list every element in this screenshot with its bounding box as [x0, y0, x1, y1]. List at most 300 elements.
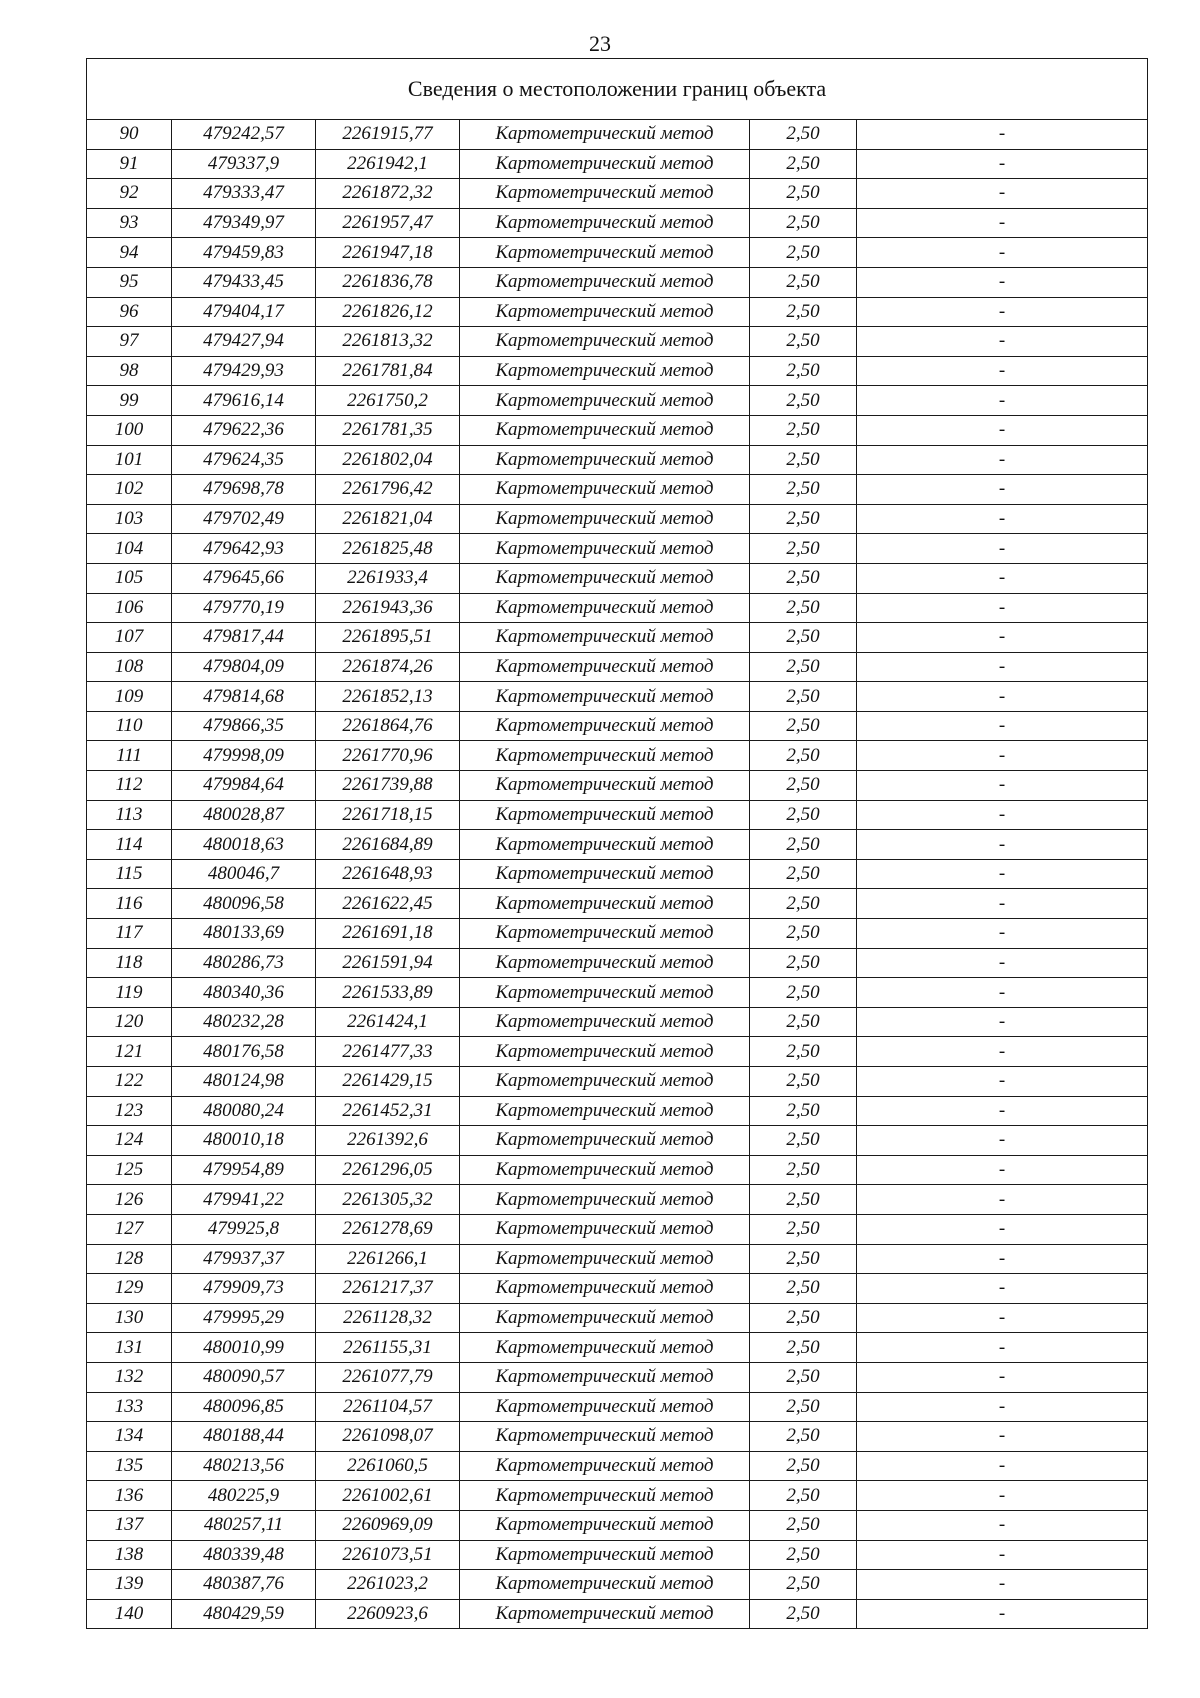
- cell-method: Картометрический метод: [460, 1126, 750, 1156]
- table-row: [87, 1392, 1148, 1422]
- cell-point-number: 138: [87, 1540, 172, 1570]
- cell-description: -: [857, 830, 1148, 860]
- cell-method: Картометрический метод: [460, 1451, 750, 1481]
- cell-description: -: [857, 1244, 1148, 1274]
- cell-method: Картометрический метод: [460, 238, 750, 268]
- cell-accuracy: 2,50: [750, 149, 857, 179]
- cell-coord-x: 479242,57: [172, 120, 316, 150]
- cell-coord-y: 2261060,5: [316, 1451, 460, 1481]
- cell-point-number: 130: [87, 1303, 172, 1333]
- table-row: [87, 1067, 1148, 1097]
- table-row: [87, 1570, 1148, 1600]
- cell-coord-y: 2261739,88: [316, 771, 460, 801]
- table-row: [87, 1422, 1148, 1452]
- cell-coord-y: 2261821,04: [316, 504, 460, 534]
- table-row: [87, 1362, 1148, 1392]
- cell-coord-y: 2261957,47: [316, 208, 460, 238]
- cell-coord-x: 480046,7: [172, 859, 316, 889]
- cell-method: Картометрический метод: [460, 1155, 750, 1185]
- table-row: [87, 919, 1148, 949]
- cell-point-number: 112: [87, 771, 172, 801]
- cell-method: Картометрический метод: [460, 297, 750, 327]
- cell-method: Картометрический метод: [460, 356, 750, 386]
- cell-point-number: 102: [87, 475, 172, 505]
- cell-description: -: [857, 534, 1148, 564]
- cell-description: -: [857, 504, 1148, 534]
- cell-point-number: 97: [87, 327, 172, 357]
- cell-accuracy: 2,50: [750, 919, 857, 949]
- cell-coord-y: 2261217,37: [316, 1274, 460, 1304]
- cell-accuracy: 2,50: [750, 652, 857, 682]
- cell-coord-x: 479337,9: [172, 149, 316, 179]
- cell-method: Картометрический метод: [460, 1274, 750, 1304]
- cell-description: -: [857, 1126, 1148, 1156]
- cell-method: Картометрический метод: [460, 771, 750, 801]
- cell-accuracy: 2,50: [750, 1451, 857, 1481]
- cell-coord-y: 2261305,32: [316, 1185, 460, 1215]
- cell-point-number: 122: [87, 1067, 172, 1097]
- cell-coord-x: 480225,9: [172, 1481, 316, 1511]
- table-row: [87, 682, 1148, 712]
- cell-method: Картометрический метод: [460, 682, 750, 712]
- cell-coord-x: 479954,89: [172, 1155, 316, 1185]
- cell-accuracy: 2,50: [750, 1007, 857, 1037]
- cell-description: -: [857, 800, 1148, 830]
- cell-accuracy: 2,50: [750, 1422, 857, 1452]
- table-row: [87, 149, 1148, 179]
- cell-coord-x: 479645,66: [172, 563, 316, 593]
- cell-method: Картометрический метод: [460, 1599, 750, 1629]
- table-row: [87, 297, 1148, 327]
- cell-coord-x: 480188,44: [172, 1422, 316, 1452]
- cell-point-number: 95: [87, 267, 172, 297]
- cell-accuracy: 2,50: [750, 1155, 857, 1185]
- cell-method: Картометрический метод: [460, 859, 750, 889]
- cell-coord-x: 479770,19: [172, 593, 316, 623]
- cell-coord-y: 2261750,2: [316, 386, 460, 416]
- cell-accuracy: 2,50: [750, 1392, 857, 1422]
- cell-description: -: [857, 563, 1148, 593]
- cell-method: Картометрический метод: [460, 534, 750, 564]
- cell-coord-x: 480096,85: [172, 1392, 316, 1422]
- cell-description: -: [857, 1067, 1148, 1097]
- table-row: [87, 386, 1148, 416]
- cell-coord-x: 479616,14: [172, 386, 316, 416]
- cell-coord-x: 479622,36: [172, 415, 316, 445]
- cell-description: -: [857, 978, 1148, 1008]
- cell-accuracy: 2,50: [750, 1599, 857, 1629]
- cell-accuracy: 2,50: [750, 859, 857, 889]
- cell-method: Картометрический метод: [460, 1214, 750, 1244]
- cell-description: -: [857, 1303, 1148, 1333]
- cell-coord-y: 2261073,51: [316, 1540, 460, 1570]
- cell-point-number: 91: [87, 149, 172, 179]
- cell-accuracy: 2,50: [750, 120, 857, 150]
- cell-accuracy: 2,50: [750, 889, 857, 919]
- cell-accuracy: 2,50: [750, 771, 857, 801]
- cell-method: Картометрический метод: [460, 179, 750, 209]
- cell-point-number: 111: [87, 741, 172, 771]
- cell-method: Картометрический метод: [460, 830, 750, 860]
- cell-coord-x: 479459,83: [172, 238, 316, 268]
- cell-method: Картометрический метод: [460, 948, 750, 978]
- cell-description: -: [857, 1510, 1148, 1540]
- cell-accuracy: 2,50: [750, 1570, 857, 1600]
- cell-coord-x: 479702,49: [172, 504, 316, 534]
- cell-coord-y: 2261266,1: [316, 1244, 460, 1274]
- cell-coord-y: 2261947,18: [316, 238, 460, 268]
- cell-point-number: 116: [87, 889, 172, 919]
- cell-coord-x: 480096,58: [172, 889, 316, 919]
- cell-description: -: [857, 179, 1148, 209]
- cell-method: Картометрический метод: [460, 1540, 750, 1570]
- table-row: [87, 948, 1148, 978]
- page-number: 23: [589, 31, 611, 56]
- cell-coord-y: 2261874,26: [316, 652, 460, 682]
- cell-coord-y: 2261813,32: [316, 327, 460, 357]
- cell-method: Картометрический метод: [460, 1007, 750, 1037]
- cell-point-number: 103: [87, 504, 172, 534]
- cell-description: -: [857, 623, 1148, 653]
- cell-coord-y: 2261852,13: [316, 682, 460, 712]
- cell-accuracy: 2,50: [750, 1096, 857, 1126]
- table-row: [87, 534, 1148, 564]
- cell-description: -: [857, 919, 1148, 949]
- table-row: [87, 1126, 1148, 1156]
- cell-coord-y: 2261098,07: [316, 1422, 460, 1452]
- cell-coord-x: 479333,47: [172, 179, 316, 209]
- cell-description: -: [857, 208, 1148, 238]
- cell-accuracy: 2,50: [750, 1244, 857, 1274]
- cell-accuracy: 2,50: [750, 1274, 857, 1304]
- cell-method: Картометрический метод: [460, 1037, 750, 1067]
- cell-coord-y: 2261392,6: [316, 1126, 460, 1156]
- cell-method: Картометрический метод: [460, 149, 750, 179]
- table-row: [87, 889, 1148, 919]
- cell-coord-y: 2260923,6: [316, 1599, 460, 1629]
- cell-coord-x: 480133,69: [172, 919, 316, 949]
- cell-description: -: [857, 1007, 1148, 1037]
- cell-coord-y: 2261278,69: [316, 1214, 460, 1244]
- cell-method: Картометрический метод: [460, 1067, 750, 1097]
- table-row: [87, 1274, 1148, 1304]
- cell-description: -: [857, 1185, 1148, 1215]
- table-row: [87, 179, 1148, 209]
- cell-method: Картометрический метод: [460, 208, 750, 238]
- cell-coord-y: 2261872,32: [316, 179, 460, 209]
- cell-point-number: 135: [87, 1451, 172, 1481]
- cell-coord-y: 2261781,35: [316, 415, 460, 445]
- cell-description: -: [857, 1570, 1148, 1600]
- cell-coord-y: 2261770,96: [316, 741, 460, 771]
- cell-description: -: [857, 1540, 1148, 1570]
- cell-point-number: 113: [87, 800, 172, 830]
- cell-coord-y: 2261781,84: [316, 356, 460, 386]
- cell-coord-y: 2261477,33: [316, 1037, 460, 1067]
- cell-accuracy: 2,50: [750, 297, 857, 327]
- cell-coord-x: 479429,93: [172, 356, 316, 386]
- cell-accuracy: 2,50: [750, 267, 857, 297]
- cell-coord-x: 480213,56: [172, 1451, 316, 1481]
- cell-accuracy: 2,50: [750, 475, 857, 505]
- cell-point-number: 129: [87, 1274, 172, 1304]
- cell-point-number: 115: [87, 859, 172, 889]
- cell-coord-x: 479998,09: [172, 741, 316, 771]
- table-row: [87, 593, 1148, 623]
- cell-coord-x: 480257,11: [172, 1510, 316, 1540]
- cell-point-number: 132: [87, 1362, 172, 1392]
- cell-description: -: [857, 948, 1148, 978]
- cell-coord-x: 479349,97: [172, 208, 316, 238]
- cell-coord-y: 2261718,15: [316, 800, 460, 830]
- cell-method: Картометрический метод: [460, 919, 750, 949]
- cell-point-number: 94: [87, 238, 172, 268]
- cell-description: -: [857, 327, 1148, 357]
- cell-description: -: [857, 1333, 1148, 1363]
- cell-coord-x: 479642,93: [172, 534, 316, 564]
- table-row: [87, 415, 1148, 445]
- cell-description: -: [857, 297, 1148, 327]
- cell-point-number: 128: [87, 1244, 172, 1274]
- cell-method: Картометрический метод: [460, 1481, 750, 1511]
- cell-accuracy: 2,50: [750, 1214, 857, 1244]
- table-row: [87, 800, 1148, 830]
- cell-point-number: 131: [87, 1333, 172, 1363]
- table-row: [87, 1185, 1148, 1215]
- cell-coord-x: 480028,87: [172, 800, 316, 830]
- cell-description: -: [857, 1096, 1148, 1126]
- cell-coord-y: 2261077,79: [316, 1362, 460, 1392]
- cell-coord-x: 479433,45: [172, 267, 316, 297]
- cell-description: -: [857, 1599, 1148, 1629]
- cell-point-number: 118: [87, 948, 172, 978]
- cell-coord-x: 480176,58: [172, 1037, 316, 1067]
- cell-accuracy: 2,50: [750, 593, 857, 623]
- cell-method: Картометрический метод: [460, 504, 750, 534]
- cell-coord-y: 2261796,42: [316, 475, 460, 505]
- cell-description: -: [857, 682, 1148, 712]
- cell-accuracy: 2,50: [750, 1303, 857, 1333]
- cell-point-number: 134: [87, 1422, 172, 1452]
- cell-accuracy: 2,50: [750, 179, 857, 209]
- cell-coord-x: 479937,37: [172, 1244, 316, 1274]
- cell-method: Картометрический метод: [460, 1510, 750, 1540]
- cell-point-number: 137: [87, 1510, 172, 1540]
- table-row: [87, 356, 1148, 386]
- cell-coord-y: 2261128,32: [316, 1303, 460, 1333]
- cell-point-number: 139: [87, 1570, 172, 1600]
- cell-coord-x: 480080,24: [172, 1096, 316, 1126]
- cell-accuracy: 2,50: [750, 208, 857, 238]
- cell-description: -: [857, 593, 1148, 623]
- table-row: [87, 771, 1148, 801]
- table-row: [87, 504, 1148, 534]
- cell-coord-x: 479814,68: [172, 682, 316, 712]
- cell-coord-x: 479995,29: [172, 1303, 316, 1333]
- cell-description: -: [857, 889, 1148, 919]
- cell-accuracy: 2,50: [750, 445, 857, 475]
- cell-coord-x: 479804,09: [172, 652, 316, 682]
- cell-coord-x: 479909,73: [172, 1274, 316, 1304]
- cell-accuracy: 2,50: [750, 800, 857, 830]
- table-row: [87, 859, 1148, 889]
- cell-description: -: [857, 771, 1148, 801]
- table-row: [87, 1155, 1148, 1185]
- cell-point-number: 99: [87, 386, 172, 416]
- cell-accuracy: 2,50: [750, 534, 857, 564]
- table-row: [87, 120, 1148, 150]
- cell-coord-x: 480018,63: [172, 830, 316, 860]
- cell-point-number: 110: [87, 711, 172, 741]
- boundary-coordinates-table: [86, 58, 1148, 1629]
- table-row: [87, 1214, 1148, 1244]
- cell-accuracy: 2,50: [750, 948, 857, 978]
- cell-accuracy: 2,50: [750, 682, 857, 712]
- cell-description: -: [857, 741, 1148, 771]
- cell-accuracy: 2,50: [750, 386, 857, 416]
- table-row: [87, 711, 1148, 741]
- cell-point-number: 108: [87, 652, 172, 682]
- cell-accuracy: 2,50: [750, 978, 857, 1008]
- cell-method: Картометрический метод: [460, 1244, 750, 1274]
- table-row: [87, 978, 1148, 1008]
- cell-method: Картометрический метод: [460, 889, 750, 919]
- cell-coord-x: 479624,35: [172, 445, 316, 475]
- cell-coord-y: 2261648,93: [316, 859, 460, 889]
- cell-point-number: 92: [87, 179, 172, 209]
- cell-coord-y: 2261691,18: [316, 919, 460, 949]
- cell-description: -: [857, 415, 1148, 445]
- table-row: [87, 1540, 1148, 1570]
- cell-description: -: [857, 859, 1148, 889]
- cell-coord-y: 2261942,1: [316, 149, 460, 179]
- cell-description: -: [857, 267, 1148, 297]
- cell-method: Картометрический метод: [460, 711, 750, 741]
- cell-method: Картометрический метод: [460, 1392, 750, 1422]
- cell-coord-y: 2261023,2: [316, 1570, 460, 1600]
- cell-accuracy: 2,50: [750, 1510, 857, 1540]
- cell-coord-x: 479698,78: [172, 475, 316, 505]
- cell-coord-y: 2261429,15: [316, 1067, 460, 1097]
- cell-coord-y: 2261933,4: [316, 563, 460, 593]
- cell-coord-y: 2261533,89: [316, 978, 460, 1008]
- cell-point-number: 119: [87, 978, 172, 1008]
- cell-point-number: 101: [87, 445, 172, 475]
- table-row: [87, 1510, 1148, 1540]
- cell-accuracy: 2,50: [750, 1540, 857, 1570]
- cell-method: Картометрический метод: [460, 800, 750, 830]
- table-row: [87, 208, 1148, 238]
- cell-point-number: 125: [87, 1155, 172, 1185]
- table-title: Сведения о местоположении границ объекта: [87, 59, 1148, 120]
- cell-point-number: 136: [87, 1481, 172, 1511]
- table-row: [87, 1244, 1148, 1274]
- table-row: [87, 327, 1148, 357]
- cell-coord-x: 479866,35: [172, 711, 316, 741]
- cell-coord-x: 480010,99: [172, 1333, 316, 1363]
- cell-method: Картометрический метод: [460, 445, 750, 475]
- cell-description: -: [857, 711, 1148, 741]
- cell-method: Картометрический метод: [460, 1185, 750, 1215]
- cell-description: -: [857, 120, 1148, 150]
- cell-point-number: 107: [87, 623, 172, 653]
- cell-point-number: 98: [87, 356, 172, 386]
- cell-coord-x: 480429,59: [172, 1599, 316, 1629]
- table-row: [87, 238, 1148, 268]
- cell-point-number: 93: [87, 208, 172, 238]
- cell-coord-y: 2261002,61: [316, 1481, 460, 1511]
- table-row: [87, 1303, 1148, 1333]
- cell-coord-y: 2261622,45: [316, 889, 460, 919]
- cell-accuracy: 2,50: [750, 830, 857, 860]
- cell-accuracy: 2,50: [750, 327, 857, 357]
- cell-coord-x: 480339,48: [172, 1540, 316, 1570]
- cell-point-number: 124: [87, 1126, 172, 1156]
- cell-coord-x: 479925,8: [172, 1214, 316, 1244]
- cell-accuracy: 2,50: [750, 623, 857, 653]
- cell-point-number: 123: [87, 1096, 172, 1126]
- cell-point-number: 133: [87, 1392, 172, 1422]
- cell-description: -: [857, 475, 1148, 505]
- cell-coord-y: 2261802,04: [316, 445, 460, 475]
- cell-accuracy: 2,50: [750, 238, 857, 268]
- cell-coord-x: 480232,28: [172, 1007, 316, 1037]
- table-row: [87, 1037, 1148, 1067]
- cell-accuracy: 2,50: [750, 563, 857, 593]
- cell-accuracy: 2,50: [750, 1037, 857, 1067]
- cell-method: Картометрический метод: [460, 563, 750, 593]
- cell-point-number: 114: [87, 830, 172, 860]
- cell-point-number: 121: [87, 1037, 172, 1067]
- cell-accuracy: 2,50: [750, 1481, 857, 1511]
- table-row: [87, 563, 1148, 593]
- cell-coord-x: 480387,76: [172, 1570, 316, 1600]
- cell-accuracy: 2,50: [750, 1185, 857, 1215]
- cell-description: -: [857, 149, 1148, 179]
- cell-method: Картометрический метод: [460, 475, 750, 505]
- cell-description: -: [857, 1451, 1148, 1481]
- cell-method: Картометрический метод: [460, 120, 750, 150]
- cell-point-number: 100: [87, 415, 172, 445]
- cell-description: -: [857, 238, 1148, 268]
- cell-coord-y: 2261684,89: [316, 830, 460, 860]
- cell-coord-y: 2261104,57: [316, 1392, 460, 1422]
- cell-point-number: 127: [87, 1214, 172, 1244]
- cell-description: -: [857, 445, 1148, 475]
- cell-point-number: 126: [87, 1185, 172, 1215]
- cell-method: Картометрический метод: [460, 652, 750, 682]
- cell-coord-x: 480010,18: [172, 1126, 316, 1156]
- cell-description: -: [857, 1362, 1148, 1392]
- cell-coord-y: 2261864,76: [316, 711, 460, 741]
- cell-description: -: [857, 1422, 1148, 1452]
- cell-coord-y: 2261836,78: [316, 267, 460, 297]
- cell-method: Картометрический метод: [460, 623, 750, 653]
- cell-coord-y: 2261424,1: [316, 1007, 460, 1037]
- table-row: [87, 1599, 1148, 1629]
- cell-method: Картометрический метод: [460, 327, 750, 357]
- cell-description: -: [857, 1037, 1148, 1067]
- cell-method: Картометрический метод: [460, 1362, 750, 1392]
- cell-coord-x: 480124,98: [172, 1067, 316, 1097]
- cell-accuracy: 2,50: [750, 1333, 857, 1363]
- cell-description: -: [857, 1274, 1148, 1304]
- cell-method: Картометрический метод: [460, 386, 750, 416]
- cell-coord-y: 2261296,05: [316, 1155, 460, 1185]
- cell-coord-y: 2261825,48: [316, 534, 460, 564]
- table-row: [87, 1333, 1148, 1363]
- cell-coord-y: 2261155,31: [316, 1333, 460, 1363]
